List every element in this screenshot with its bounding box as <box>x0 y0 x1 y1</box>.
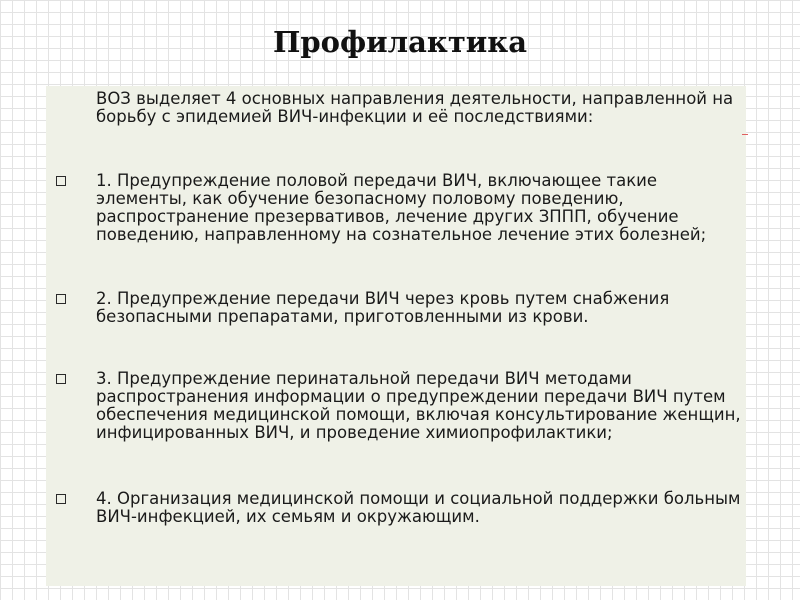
list-item <box>56 290 746 326</box>
decorative-tick <box>742 134 748 135</box>
list-item <box>56 172 746 244</box>
list-item <box>56 490 746 526</box>
intro-paragraph: ВОЗ выделяет 4 основных направления деятельности, направленной на борьбу с эпидемией ВИЧ-инфекции и её последствиями: <box>96 89 734 126</box>
list-item <box>56 370 746 442</box>
list-item-text: 2. Предупреждение передачи ВИЧ через кровь путем снабжения безопасными препаратами, приготовленными из крови. <box>96 289 670 326</box>
hollow-square-icon <box>56 494 66 504</box>
hollow-square-icon <box>56 176 66 186</box>
list-item-text: 4. Организация медицинской помощи и социальной поддержки больным ВИЧ-инфекцией, их семьям и окружающим. <box>96 489 741 526</box>
hollow-square-icon <box>56 374 66 384</box>
hollow-square-icon <box>56 294 66 304</box>
list-item-text: 3. Предупреждение перинатальной передачи ВИЧ методами распространения информации о предупреждении передачи ВИЧ путем обеспечения медицинской помощи, включая консультирование женщин, инфицированных ВИЧ, и проведение химиопрофилактики; <box>96 369 741 442</box>
slide-title: Профилактика <box>272 25 528 59</box>
list-item-text: 1. Предупреждение половой передачи ВИЧ, включающее такие элементы, как обучение безопасному половому поведению, распространение презервативов, лечение других ЗППП, обучение поведению, направленному на сознательное лечение этих болезней; <box>96 171 707 244</box>
